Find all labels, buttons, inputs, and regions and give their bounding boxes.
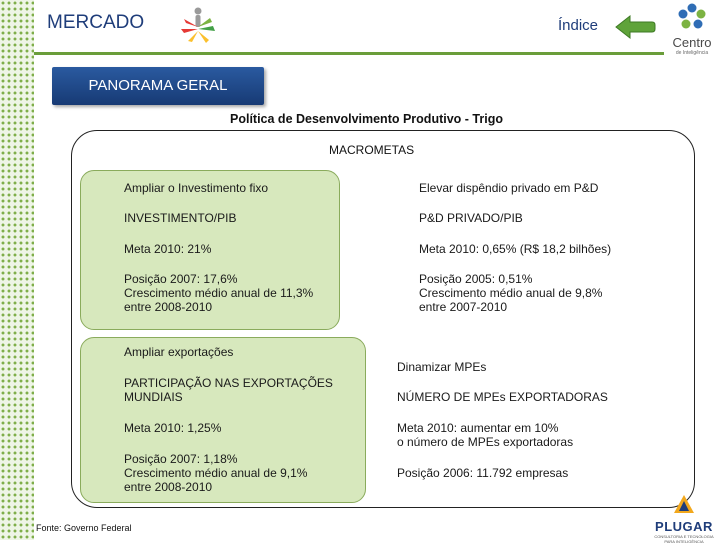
pd-title: Elevar dispêndio privado em P&D bbox=[419, 181, 599, 195]
plugar-mark-icon bbox=[672, 494, 696, 514]
plugar-brand-logo bbox=[650, 494, 718, 544]
decorative-dot-stripe bbox=[0, 0, 34, 540]
pd-meta: Meta 2010: 0,65% (R$ 18,2 bilhões) bbox=[419, 242, 612, 256]
exportacoes-indicator: PARTICIPAÇÃO NAS EXPORTAÇÕES MUNDIAIS bbox=[124, 376, 333, 404]
panorama-geral-button[interactable]: PANORAMA GERAL bbox=[52, 67, 264, 105]
back-arrow-icon[interactable] bbox=[614, 14, 656, 40]
pd-posicao: Posição 2005: 0,51% Crescimento médio anual de 9,8% entre 2007-2010 bbox=[419, 272, 603, 314]
people-logo-icon bbox=[178, 5, 218, 45]
pd-indicator: P&D PRIVADO/PIB bbox=[419, 211, 523, 225]
brand-subtitle: de Inteligência bbox=[675, 50, 709, 56]
page-title: MERCADO bbox=[47, 12, 145, 33]
header-divider bbox=[34, 52, 664, 55]
macrometas-heading: MACROMETAS bbox=[329, 143, 415, 157]
exportacoes-posicao: Posição 2007: 1,18% Crescimento médio anual de 9,1% entre 2008-2010 bbox=[124, 452, 308, 494]
source-note: Fonte: Governo Federal bbox=[36, 523, 132, 533]
plugar-name: PLUGAR bbox=[655, 519, 713, 534]
centro-brand-logo bbox=[666, 2, 718, 62]
flower-icon bbox=[677, 2, 707, 32]
exportacoes-title: Ampliar exportações bbox=[124, 345, 234, 359]
document-title: Política de Desenvolvimento Produtivo - Trigo bbox=[230, 112, 503, 126]
brand-name: Centro bbox=[672, 35, 712, 50]
investimento-title: Ampliar o Investimento fixo bbox=[124, 181, 269, 195]
investimento-meta: Meta 2010: 21% bbox=[124, 242, 212, 256]
exportacoes-meta: Meta 2010: 1,25% bbox=[124, 421, 222, 435]
index-link[interactable]: Índice bbox=[558, 17, 599, 34]
mpes-meta: Meta 2010: aumentar em 10% o número de MPEs exportadoras bbox=[397, 421, 574, 449]
mpes-title: Dinamizar MPEs bbox=[397, 360, 487, 374]
mpes-indicator: NÚMERO DE MPEs EXPORTADORAS bbox=[397, 390, 608, 404]
mpes-posicao: Posição 2006: 11.792 empresas bbox=[397, 466, 569, 480]
investimento-indicator: INVESTIMENTO/PIB bbox=[124, 211, 237, 225]
investimento-posicao: Posição 2007: 17,6% Crescimento médio anual de 11,3% entre 2008-2010 bbox=[124, 272, 314, 314]
plugar-subtitle: CONSULTORIA E TECNOLOGIA PARA INTELIGÊNCIA bbox=[654, 534, 714, 544]
